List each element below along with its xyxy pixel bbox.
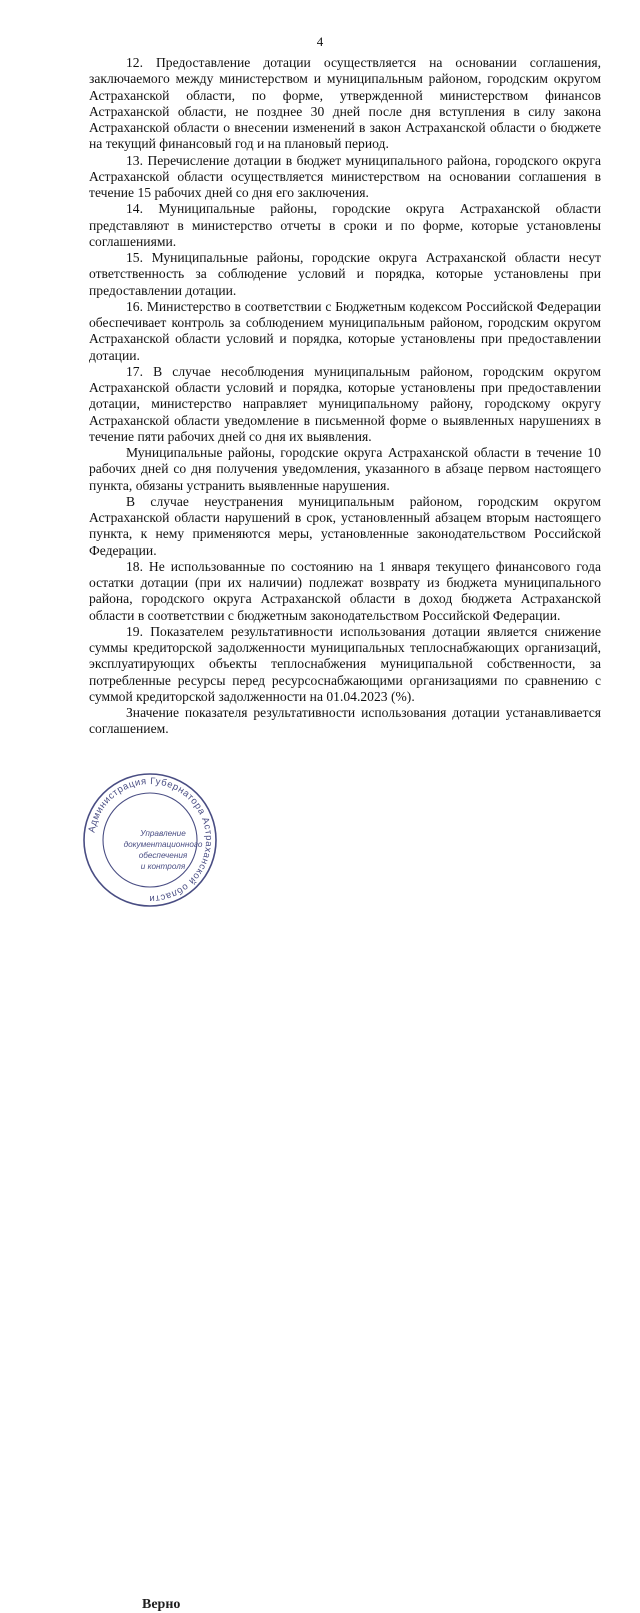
stamp-center-line-2: документационного <box>123 840 203 849</box>
paragraph-18: 18. Не использованные по состоянию на 1 января текущего финансового года остатки дотации (при их наличии) подлежат возврату из бюджета муниципального района, городского округа Астраханской области в доход бюджета Астраханской области в соответствии с бюджетным законодательством Российской Федерации. <box>89 558 601 623</box>
paragraph-17-second: Муниципальные районы, городские округа Астраханской области в течение 10 рабочих дней со дня получения уведомления, указанного в абзаце первом настоящего пункта, обязаны устранить выявленные нарушения. <box>89 445 601 493</box>
paragraph-15: 15. Муниципальные районы, городские округа Астраханской области несут ответственность за соблюдение условий и порядка, которые установлены при предоставлении дотации. <box>89 250 601 298</box>
paragraph-13: 13. Перечисление дотации в бюджет муниципального района, городского округа Астраханской области осуществляется министерством на основании соглашения в течение 15 рабочих дней со дня его заключения. <box>89 152 601 200</box>
stamp-center-line-4: и контроля <box>140 862 186 871</box>
paragraph-19-second: Значение показателя результативности использования дотации устанавливается соглашением. <box>89 705 601 737</box>
document-body <box>89 55 601 738</box>
stamp-seal <box>60 770 240 910</box>
stamp-center-line-3: обеспечения <box>138 851 188 860</box>
paragraph-14: 14. Муниципальные районы, городские округа Астраханской области представляют в министерство отчеты в сроки и по форме, которые установлены соглашениями. <box>89 201 601 249</box>
page-number: 4 <box>316 34 324 49</box>
paragraph-19: 19. Показателем результативности использования дотации является снижение суммы кредиторской задолженности муниципальных теплоснабжающих организаций, эксплуатирующих объекты теплоснабжения муниципальной собственности, за потребленные ресурсы перед ресурсоснабжающими организациями по сравнению с суммой кредиторской задолженности на 01.04.2023 (%). <box>89 623 601 704</box>
paragraph-17: 17. В случае несоблюдения муниципальным районом, городским округом Астраханской области условий и порядка, которые установлены при предоставлении дотации, министерство направляет муниципальному району, городскому округу Астраханской области уведомление в письменной форме о выявленных нарушениях в течение пяти рабочих дней со дня их выявления. <box>89 363 601 444</box>
official-stamp <box>60 770 240 1612</box>
paragraph-17-third: В случае неустранения муниципальным районом, городским округом Астраханской области нарушений в срок, установленный абзацем вторым настоящего пункта, к нему применяются меры, установленные законодательством Российской Федерации. <box>89 493 601 558</box>
stamp-ring-text: Администрация Губернатора Астраханской области <box>86 775 215 905</box>
paragraph-16: 16. Министерство в соответствии с Бюджетным кодексом Российской Федерации обеспечивает контроль за соблюдением муниципальным районом, городским округом Астраханской области условий и порядка, которые установлены при предоставлении дотации. <box>89 298 601 363</box>
stamp-center-line-1: Управление <box>140 829 186 838</box>
paragraph-12: 12. Предоставление дотации осуществляется на основании соглашения, заключаемого между министерством и муниципальным районом, городским округом Астраханской области, по форме, утвержденной министерством финансов Астраханской области, не позднее 30 дней после дня вступления в силу закона Астраханской области о внесении изменений в закон Астраханской области о бюджете на текущий финансовый год и на плановый период. <box>89 55 601 152</box>
verno-mark: Верно <box>142 1597 181 1612</box>
